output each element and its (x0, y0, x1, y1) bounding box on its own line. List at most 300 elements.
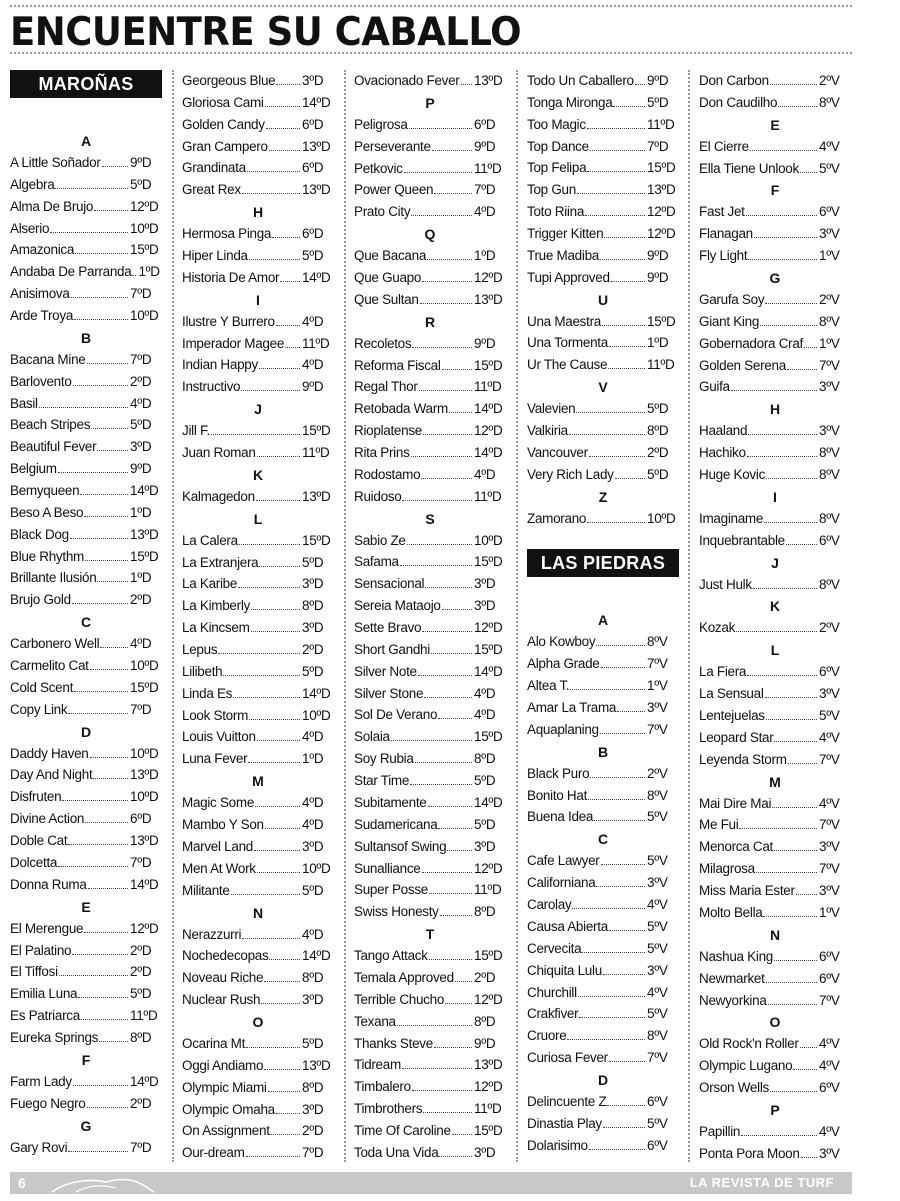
horse-entry (354, 967, 506, 989)
race-number: 5ºD (647, 401, 669, 417)
horse-name: Sultansof Swing (354, 838, 447, 854)
leader-dots (452, 1133, 472, 1135)
leader-dots (774, 740, 817, 742)
leader-dots (428, 805, 473, 807)
leader-dots (421, 477, 472, 479)
horse-name: Magic Some (182, 795, 255, 811)
horse-entry (354, 376, 506, 398)
race-number: 9ºD (647, 247, 669, 263)
leader-dots (449, 411, 472, 413)
race-number: 15ºD (647, 313, 676, 329)
leader-dots (268, 1090, 300, 1092)
leader-dots (434, 192, 472, 194)
race-number: 2ºV (819, 73, 840, 88)
horse-entry (182, 814, 334, 836)
horse-entry (527, 1047, 679, 1069)
race-number: 7ºD (474, 182, 496, 198)
horse-name: Giant King (699, 313, 760, 329)
horse-name: Marvel Land (182, 838, 253, 854)
horse-entry (182, 639, 334, 661)
horse-name: Guifa (699, 379, 730, 395)
race-number: 2ºD (647, 444, 669, 460)
horse-entry (182, 573, 334, 595)
leader-dots (68, 843, 128, 845)
leader-dots (241, 389, 300, 391)
leader-dots (434, 1046, 472, 1048)
race-number: 10ºD (130, 745, 159, 761)
horse-entry (699, 355, 851, 377)
horse-name: Vancouver (527, 444, 588, 460)
horse-entry (182, 1142, 334, 1164)
horse-name: Lepus (182, 642, 218, 658)
horse-entry (182, 595, 334, 617)
section-letter: H (252, 204, 264, 221)
horse-entry (10, 436, 162, 458)
section-letter: O (252, 1013, 264, 1030)
leader-dots (256, 499, 300, 501)
column-separator (172, 70, 174, 1162)
leader-dots (579, 1016, 645, 1018)
section-letter: Q (424, 226, 436, 243)
horse-entry (10, 546, 162, 568)
top-dotted-rule (10, 5, 852, 7)
leader-dots (423, 433, 472, 435)
race-number: 2ºD (130, 964, 152, 980)
horse-name: Daddy Haven (10, 745, 89, 761)
leader-dots (87, 362, 129, 364)
leader-dots (397, 1024, 472, 1026)
column-separator (688, 70, 690, 1162)
horse-name: La Fiera (699, 664, 747, 680)
horse-entry (10, 261, 162, 283)
race-number: 5ºV (647, 940, 668, 956)
horse-name: Nuclear Rush (182, 992, 261, 1008)
leader-dots (39, 406, 128, 408)
leader-dots (587, 521, 645, 523)
horse-entry (10, 349, 162, 371)
horse-name: Inquebrantable (699, 532, 785, 548)
race-number: 8ºV (647, 1028, 668, 1044)
race-number: 10ºD (647, 510, 676, 526)
race-number: 10ºD (130, 658, 159, 674)
horse-entry (354, 945, 506, 967)
horse-entry (354, 726, 506, 748)
horse-name: Valkiria (527, 423, 568, 439)
horse-entry (699, 705, 851, 727)
leader-dots (442, 608, 472, 610)
race-number: 1ºD (474, 248, 496, 264)
horse-name: Fast Jet (699, 204, 745, 220)
leader-dots (218, 652, 300, 654)
race-number: 12ºD (647, 204, 676, 220)
horse-name: Subitamente (354, 794, 427, 810)
leader-dots (596, 644, 645, 646)
horse-entry (699, 1055, 851, 1077)
horse-name: Flanagan (699, 226, 753, 242)
horse-name: Sereia Mataojo (354, 598, 441, 614)
horse-entry (182, 179, 334, 201)
section-letter: K (769, 598, 781, 615)
section-letter: O (769, 1014, 781, 1031)
horse-entry (699, 223, 851, 245)
horse-entry (182, 880, 334, 902)
horse-name: Thanks Steve (354, 1035, 433, 1051)
leader-dots (254, 849, 300, 851)
race-number: 4ºD (130, 636, 152, 652)
race-number: 4ºD (474, 466, 496, 482)
race-number: 10ºD (302, 707, 331, 723)
horse-entry (527, 785, 679, 807)
horse-name: Ocarina Mt (182, 1035, 246, 1051)
horse-name: Buena Idea (527, 809, 594, 825)
leader-dots (439, 1155, 472, 1157)
leader-dots (420, 302, 472, 304)
section-letter: K (252, 466, 264, 483)
race-number: 15ºD (474, 948, 503, 964)
leader-dots (578, 995, 645, 997)
horse-name: Bacana Mine (10, 351, 86, 367)
race-number: 11ºD (474, 379, 502, 395)
horse-entry (182, 967, 334, 989)
horse-entry (354, 704, 506, 726)
horse-entry (10, 786, 162, 808)
leader-dots (402, 1067, 472, 1069)
race-number: 1ºD (138, 264, 160, 280)
column-2 (182, 70, 334, 1164)
horse-name: Rioplatense (354, 423, 422, 439)
horse-entry (527, 763, 679, 785)
horse-entry (699, 880, 851, 902)
leader-dots (589, 455, 645, 457)
horse-name: El Palatino (10, 942, 72, 958)
leader-dots (90, 668, 128, 670)
section-letter: Z (598, 488, 608, 505)
leader-dots (800, 1046, 817, 1048)
race-number: 4ºV (647, 984, 668, 1000)
race-number: 11ºD (647, 357, 675, 373)
horse-entry (527, 982, 679, 1004)
leader-dots (402, 499, 472, 501)
race-number: 8ºV (819, 576, 840, 592)
section-letter: T (425, 926, 435, 943)
race-number: 2ºD (302, 642, 324, 658)
section-letter: P (425, 94, 435, 111)
leader-dots (73, 384, 128, 386)
horse-name: Curiosa Fever (527, 1050, 608, 1066)
column-3 (354, 70, 506, 1164)
section-letter: A (597, 612, 609, 629)
leader-dots (72, 602, 128, 604)
leader-dots (251, 630, 300, 632)
race-number: 11ºD (474, 1101, 502, 1117)
horse-entry (699, 574, 851, 596)
leader-dots (85, 559, 128, 561)
horse-name: Short Gandhi (354, 641, 430, 657)
horse-name: Lentejuelas (699, 708, 765, 724)
race-number: 6ºV (819, 204, 840, 220)
race-number: 15ºD (474, 641, 503, 657)
horse-name: Kozak (699, 620, 736, 636)
leader-dots (211, 433, 300, 435)
leader-dots (276, 324, 300, 326)
race-number: 3ºV (819, 839, 840, 855)
race-number: 3ºV (819, 226, 840, 242)
horse-name: Brujo Gold (10, 592, 71, 608)
race-number: 7ºD (647, 138, 669, 154)
race-number: 9ºD (647, 73, 669, 88)
leader-dots (603, 1126, 645, 1128)
race-number: 3ºD (302, 73, 324, 88)
horse-entry (182, 267, 334, 289)
leader-dots (94, 209, 128, 211)
race-number: 9ºD (474, 335, 496, 351)
race-number: 2ºD (130, 592, 152, 608)
leader-dots (93, 777, 128, 779)
leader-dots (617, 710, 645, 712)
column-separator (516, 70, 518, 1162)
race-number: 10ºD (302, 860, 331, 876)
race-number: 15ºD (474, 729, 503, 745)
horse-name: Power Queen (354, 182, 434, 198)
horse-entry (182, 705, 334, 727)
race-number: 15ºD (302, 532, 331, 548)
race-number: 1ºV (819, 904, 840, 920)
horse-name: Linda Es (182, 685, 233, 701)
horse-name: Tupi Approved (527, 269, 610, 285)
leader-dots (793, 1068, 817, 1070)
horse-name: Carolay (527, 897, 572, 913)
leader-dots (603, 973, 645, 975)
horse-name: Arde Troya (10, 308, 74, 324)
horse-name: Beso A Beso (10, 504, 84, 520)
horse-name: Golden Candy (182, 116, 265, 132)
horse-name: Aquaplaning (527, 721, 599, 737)
leader-dots (242, 937, 300, 939)
horse-entry (527, 92, 679, 114)
leader-dots (747, 455, 817, 457)
race-number: 3ºV (819, 1145, 840, 1161)
horse-name: Divine Action (10, 811, 85, 827)
horse-entry (10, 874, 162, 896)
horse-name: Imaginame (699, 510, 764, 526)
horse-entry (354, 245, 506, 267)
race-number: 13ºD (302, 488, 331, 504)
horse-entry (10, 918, 162, 940)
leader-dots (741, 1134, 817, 1136)
race-number: 9ºD (647, 269, 669, 285)
horse-name: A Little Soñador (10, 155, 101, 170)
horse-entry (699, 858, 851, 880)
horse-name: El Tiffosi (10, 964, 58, 980)
leader-dots (264, 980, 300, 982)
horse-entry (527, 1025, 679, 1047)
horse-entry (10, 305, 162, 327)
horse-entry (10, 1071, 162, 1093)
leader-dots (635, 83, 645, 85)
horse-entry (527, 938, 679, 960)
leader-dots (404, 171, 472, 173)
leader-dots (760, 324, 817, 326)
horse-name: Me Fui (699, 817, 739, 833)
horse-name: Sensacional (354, 576, 425, 592)
leader-dots (455, 980, 472, 982)
horse-entry (182, 354, 334, 376)
horse-entry (699, 530, 851, 552)
horse-name: Emilia Luna (10, 986, 78, 1002)
horse-name: Alo Kowboy (527, 634, 596, 650)
race-number: 5ºV (647, 918, 668, 934)
leader-dots (601, 863, 646, 865)
section-letter: B (80, 329, 92, 346)
horse-name: Day And Night (10, 767, 93, 783)
race-number: 7ºD (130, 286, 152, 302)
race-number: 5ºD (302, 554, 324, 570)
race-number: 4ºV (819, 795, 840, 811)
race-number: 5ºD (474, 773, 496, 789)
race-number: 8ºV (819, 94, 840, 110)
leader-dots (132, 274, 136, 276)
race-number: 13ºD (302, 1057, 331, 1073)
horse-name: Garufa Soy (699, 292, 765, 308)
leader-dots (746, 214, 817, 216)
leader-dots (285, 346, 300, 348)
horse-entry (182, 748, 334, 770)
horse-name: Que Bacana (354, 248, 427, 264)
race-number: 7ºV (647, 721, 668, 737)
horse-entry (182, 530, 334, 552)
horse-name: Men At Work (182, 860, 256, 876)
horse-entry (699, 617, 851, 639)
horse-name: Barlovento (10, 373, 72, 389)
horse-name: Toto Riina (527, 204, 585, 220)
horse-entry (527, 1003, 679, 1025)
horse-entry (699, 136, 851, 158)
race-number: 4ºD (302, 357, 324, 373)
horse-entry (527, 850, 679, 872)
horse-name: Ponta Pora Moon (699, 1145, 800, 1161)
race-number: 1ºV (647, 678, 668, 694)
race-number: 15ºD (474, 554, 503, 570)
horse-name: Very Rich Lady (527, 466, 614, 482)
horse-entry (699, 683, 851, 705)
race-number: 8ºD (474, 751, 496, 767)
section-letter: A (80, 133, 92, 149)
horse-entry (354, 530, 506, 552)
horse-entry (527, 311, 679, 333)
horse-entry (527, 464, 679, 486)
horse-entry (10, 283, 162, 305)
horse-name: Temala Approved (354, 969, 454, 985)
horse-entry (182, 661, 334, 683)
horse-entry (182, 376, 334, 398)
race-number: 3ºV (819, 883, 840, 899)
horse-entry (354, 551, 506, 573)
race-number: 5ºD (130, 986, 152, 1002)
section-letter: U (597, 291, 609, 308)
horse-name: Ur The Cause (527, 357, 608, 373)
horse-name: Brillante Ilusión (10, 570, 97, 586)
race-number: 9ºD (474, 1035, 496, 1051)
horse-entry (354, 836, 506, 858)
leader-dots (422, 280, 472, 282)
race-number: 4ºD (474, 685, 496, 701)
horse-name: Top Felipa (527, 160, 587, 176)
track-banner: LAS PIEDRAS (527, 549, 679, 577)
horse-entry (10, 458, 162, 480)
leader-dots (242, 192, 300, 194)
leader-dots (266, 127, 300, 129)
horse-name: Molto Bella (699, 904, 763, 920)
race-number: 4ºV (819, 729, 840, 745)
race-number: 12ºD (474, 991, 503, 1007)
leader-dots (796, 893, 817, 895)
race-number: 5ºD (130, 176, 152, 192)
race-number: 14ºD (302, 94, 331, 110)
leader-dots (609, 345, 645, 347)
leader-dots (607, 1104, 645, 1106)
leader-dots (422, 871, 472, 873)
race-number: 9ºD (302, 379, 324, 395)
leader-dots (425, 586, 472, 588)
horse-entry (527, 960, 679, 982)
horse-name: Tidream (354, 1057, 401, 1073)
leader-dots (768, 1003, 817, 1005)
horse-name: Ilustre Y Burrero (182, 313, 275, 329)
horse-name: Olympic Miami (182, 1079, 267, 1095)
leader-dots (257, 739, 300, 741)
race-number: 3ºD (302, 1101, 324, 1117)
race-number: 8ºD (302, 598, 324, 614)
horse-name: Nashua King (699, 948, 774, 964)
horse-name: Imperador Magee (182, 335, 285, 351)
horse-name: Farm Lady (10, 1073, 72, 1089)
leader-dots (246, 1046, 300, 1048)
horse-name: Gran Campero (182, 138, 268, 154)
leader-dots (99, 1040, 128, 1042)
leader-dots (97, 449, 128, 451)
column-separator (344, 70, 346, 1162)
horse-entry (182, 420, 334, 442)
horse-entry (10, 196, 162, 218)
horse-entry (182, 245, 334, 267)
leader-dots (770, 83, 817, 85)
horse-name: Tango Attack (354, 948, 428, 964)
horse-name: Mai Dire Mai (699, 795, 772, 811)
race-number: 4ºV (647, 897, 668, 913)
horse-name: Kalmagedon (182, 488, 255, 504)
horse-entry (10, 808, 162, 830)
horse-name: Nerazzurri (182, 926, 242, 942)
leader-dots (804, 346, 817, 348)
horse-name: Sol De Verano (354, 707, 438, 723)
leader-dots (572, 907, 645, 909)
horse-name: Instructivo (182, 379, 241, 395)
race-number: 12ºD (474, 860, 503, 876)
horse-name: Silver Note (354, 663, 417, 679)
race-number: 2ºD (302, 1123, 324, 1139)
race-number: 10ºD (474, 532, 503, 548)
leader-dots (772, 806, 817, 808)
leader-dots (801, 1156, 817, 1158)
horse-entry (354, 573, 506, 595)
horse-name: Alma De Brujo (10, 198, 94, 214)
leader-dots (570, 688, 645, 690)
leader-dots (432, 149, 472, 151)
horse-entry (182, 1077, 334, 1099)
horse-name: Grandinata (182, 160, 246, 176)
leader-dots (410, 783, 472, 785)
horse-entry (354, 617, 506, 639)
